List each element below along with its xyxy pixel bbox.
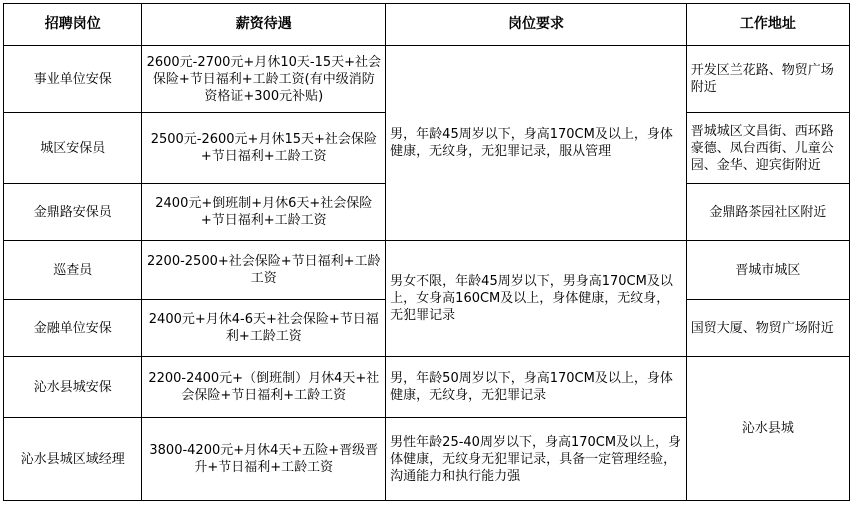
header-salary: 薪资待遇 [142, 4, 386, 46]
table-row [4, 357, 850, 418]
header-position: 招聘岗位 [4, 4, 142, 46]
table-row [4, 46, 850, 113]
location-cell: 晋城城区文昌街、西环路豪德、凤台西街、儿童公园、金华、迎宾街附近 [686, 113, 849, 184]
header-requirements: 岗位要求 [386, 4, 687, 46]
salary-cell: 2400元+倒班制+月休6天+社会保险+节日福利+工龄工资 [142, 184, 386, 241]
table-row [4, 241, 850, 300]
salary-cell: 2500元-2600元+月休15天+社会保险+节日福利+工龄工资 [142, 113, 386, 184]
location-cell: 开发区兰花路、物贸广场附近 [686, 46, 849, 113]
salary-cell: 2400元+月休4-6天+社会保险+节日福利+工龄工资 [142, 300, 386, 357]
position-cell: 城区安保员 [4, 113, 142, 184]
position-cell: 事业单位安保 [4, 46, 142, 113]
location-cell: 晋城市城区 [686, 241, 849, 300]
header-row [4, 4, 850, 46]
salary-cell: 2200-2400元+（倒班制）月休4天+社会保险+节日福利+工龄工资 [142, 357, 386, 418]
recruitment-table [3, 3, 850, 501]
salary-cell: 2200-2500+社会保险+节日福利+工龄工资 [142, 241, 386, 300]
salary-cell: 3800-4200元+月休4天+五险+晋级晋升+节日福利+工龄工资 [142, 418, 386, 501]
requirements-cell: 男女不限，年龄45周岁以下，男身高170CM及以上，女身高160CM及以上，身体健康，无纹身，无犯罪记录 [386, 241, 687, 357]
header-location: 工作地址 [686, 4, 849, 46]
position-cell: 金鼎路安保员 [4, 184, 142, 241]
position-cell: 沁水县城安保 [4, 357, 142, 418]
position-cell: 沁水县城区域经理 [4, 418, 142, 501]
requirements-cell: 男性年龄25-40周岁以下，身高170CM及以上，身体健康，无纹身无犯罪记录，具备一定管理经验，沟通能力和执行能力强 [386, 418, 687, 501]
location-cell: 沁水县城 [686, 357, 849, 501]
salary-cell: 2600元-2700元+月休10天-15天+社会保险+节日福利+工龄工资(有中级消防资格证+300元补贴) [142, 46, 386, 113]
location-cell: 国贸大厦、物贸广场附近 [686, 300, 849, 357]
position-cell: 巡查员 [4, 241, 142, 300]
position-cell: 金融单位安保 [4, 300, 142, 357]
location-cell: 金鼎路茶园社区附近 [686, 184, 849, 241]
requirements-cell: 男，年龄50周岁以下，身高170CM及以上，身体健康，无纹身，无犯罪记录 [386, 357, 687, 418]
requirements-cell: 男，年龄45周岁以下，身高170CM及以上，身体健康，无纹身，无犯罪记录，服从管理 [386, 46, 687, 241]
